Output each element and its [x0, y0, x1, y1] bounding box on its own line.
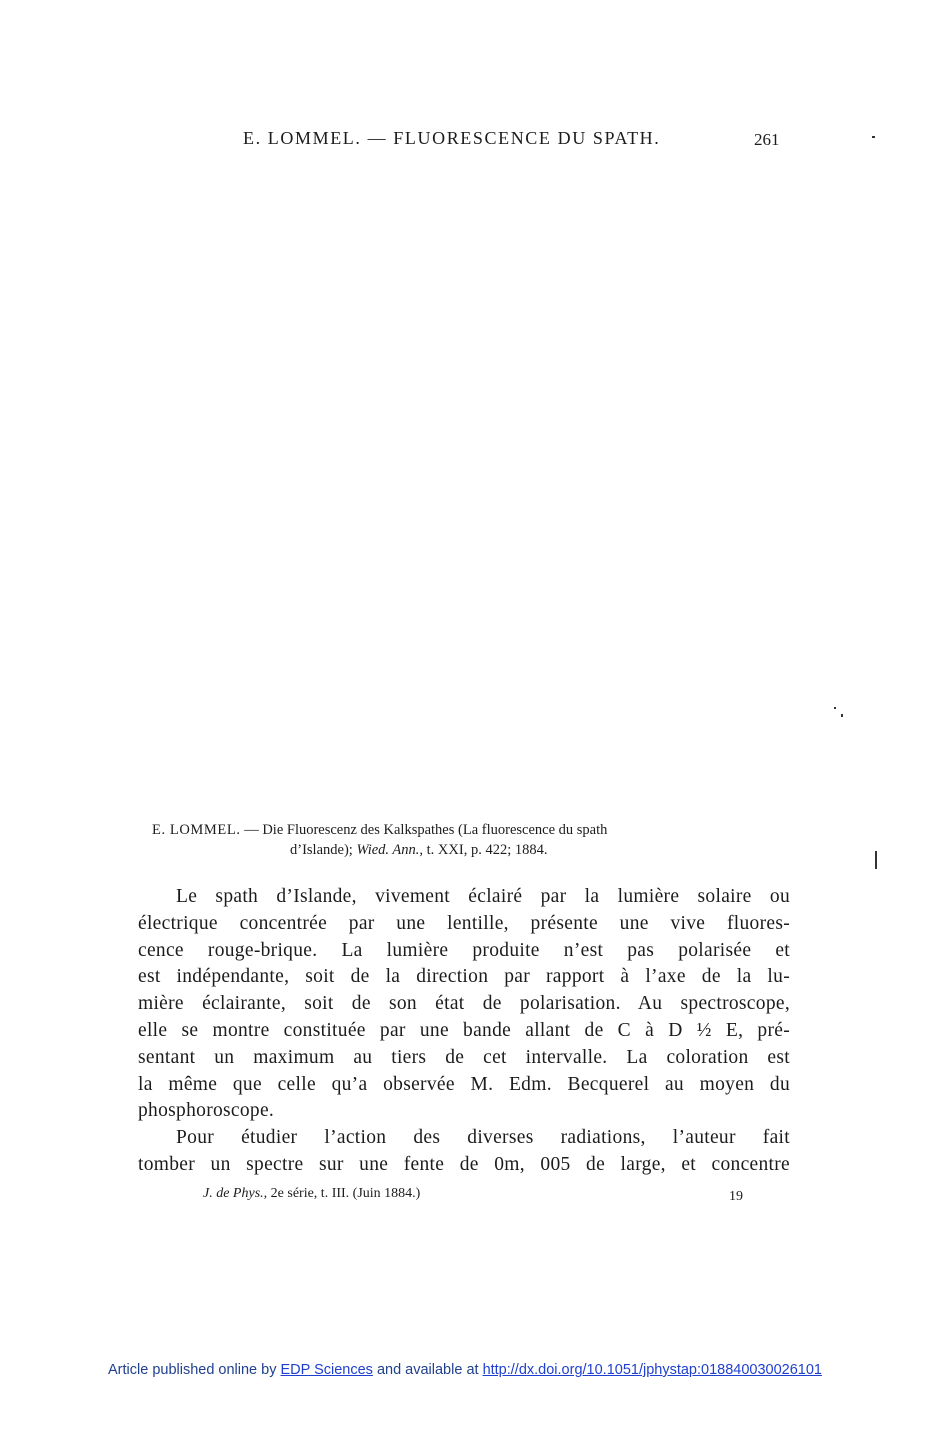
article-body — [138, 884, 790, 1179]
banner-middle: and available at — [376, 1362, 479, 1378]
scan-mark — [875, 851, 877, 869]
reference-line-1 — [152, 820, 792, 840]
scan-speck — [841, 714, 843, 717]
reference-journal: Wied. Ann., — [356, 842, 424, 858]
scan-speck — [834, 707, 836, 709]
running-head-title: E. LOMMEL. — FLUORESCENCE DU SPATH. — [243, 128, 661, 148]
publication-banner — [0, 1362, 930, 1378]
page-number: 261 — [754, 130, 780, 149]
text-line: la même que celle qu’a observée M. Edm. Becquerel au moyen du — [138, 1073, 790, 1095]
banner-prefix: Article published online by — [108, 1362, 277, 1378]
reference-dash: — — [244, 822, 259, 838]
text-line: tomber un spectre sur une fente de 0m, 005 de large, et concentre — [138, 1153, 790, 1175]
footer-journal: J. de Phys., — [203, 1186, 268, 1201]
reference-line-2 — [152, 840, 792, 860]
running-head — [0, 128, 930, 152]
text-line: est indépendante, soit de la direction par rapport à l’axe de la lu- — [138, 966, 790, 988]
bibliographic-reference — [152, 820, 792, 860]
signature-number: 19 — [729, 1189, 743, 1204]
footer-journal-line — [203, 1186, 420, 1202]
text-line: elle se montre constituée par une bande allant de C à D ½ E, pré- — [138, 1019, 790, 1041]
text-line: sentant un maximum au tiers de cet intervalle. La coloration est — [138, 1046, 790, 1068]
scan-speck — [872, 136, 875, 138]
footer-details: 2e série, t. III. (Juin 1884.) — [270, 1186, 421, 1201]
text-line: électrique concentrée par une lentille, présente une vive fluores- — [138, 912, 790, 934]
text-line: Pour étudier l’action des diverses radiations, l’auteur fait — [176, 1127, 790, 1149]
doi-link[interactable]: http://dx.doi.org/10.1051/jphystap:018840030026101 — [482, 1362, 822, 1378]
reference-continuation: d’Islande); — [290, 842, 353, 858]
reference-title: Die Fluorescenz des Kalkspathes (La fluorescence du spath — [262, 822, 608, 838]
text-line: Le spath d’Islande, vivement éclairé par la lumière solaire ou — [176, 886, 790, 907]
reference-author: E. LOMMEL. — [152, 822, 241, 838]
text-line: mière éclairante, soit de son état de polarisation. Au spectroscope, — [138, 993, 790, 1015]
reference-citation: t. XXI, p. 422; 1884. — [426, 842, 548, 858]
text-line: phosphoroscope. — [138, 1100, 275, 1122]
paragraph-1 — [138, 884, 790, 1125]
publisher-link[interactable]: EDP Sciences — [280, 1362, 373, 1378]
paragraph-2 — [138, 1125, 790, 1179]
text-line: cence rouge-brique. La lumière produite n’est pas polarisée et — [138, 939, 790, 961]
